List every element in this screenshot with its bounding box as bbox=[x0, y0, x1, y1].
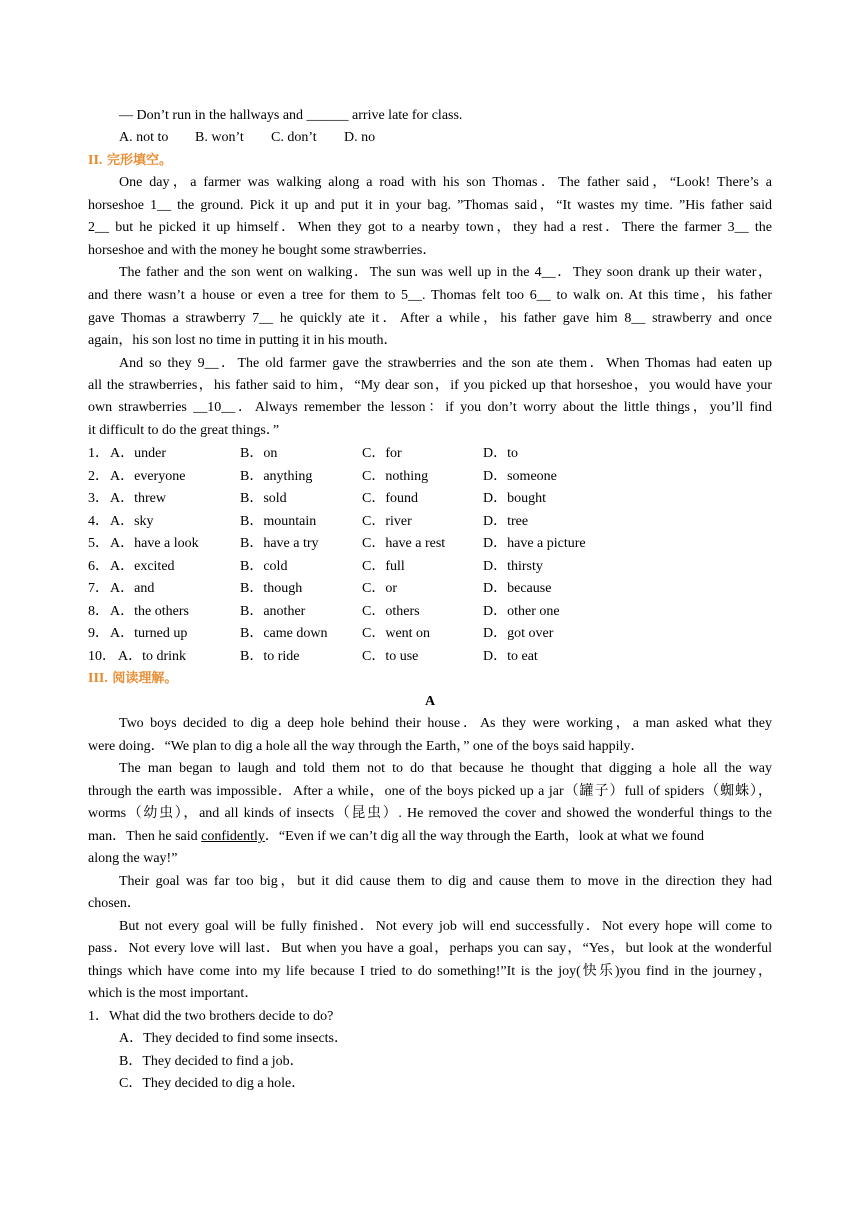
choice-option-a: A．sky bbox=[110, 513, 154, 529]
choice-option-d: D．because bbox=[483, 581, 552, 596]
choice-option-d: D．to bbox=[483, 446, 518, 461]
choice-option-a: A．everyone bbox=[110, 468, 186, 484]
reading-para3-line2: chosen． bbox=[88, 896, 141, 911]
choice-option-b: B．sold bbox=[240, 491, 287, 506]
option-d: D. no bbox=[344, 130, 376, 145]
choice-option-b: B．anything bbox=[240, 468, 313, 484]
reading-para4-line2: pass．Not every love will last．But when you have a goal，perhaps you can say，“Yes，but look at the wonderful bbox=[88, 941, 772, 956]
choice-number: 2． bbox=[88, 468, 109, 484]
choice-option-c: C．found bbox=[362, 491, 418, 506]
reading-para4-line1: But not every goal will be fully finished．Not every job will end successfully．Not every hope will come to bbox=[119, 919, 772, 934]
choice-option-a: A．threw bbox=[110, 491, 166, 506]
choice-option-b: B．have a try bbox=[240, 536, 319, 551]
reading-para2-line4: man．Then he said confidently．“Even if we can’t dig all the way through the Earth，look at what we found bbox=[88, 829, 704, 844]
option-a: A. not to bbox=[119, 130, 169, 145]
choice-number: 9． bbox=[88, 626, 109, 641]
choice-option-d: D．someone bbox=[483, 468, 557, 484]
choice-option-c: C．river bbox=[362, 513, 412, 529]
choice-number: 10． bbox=[88, 648, 116, 664]
cloze-para2-line1: The father and the son went on walking．The sun was well up in the 4__．They soon drank up their water， bbox=[119, 265, 772, 280]
choice-option-b: B．mountain bbox=[240, 513, 317, 529]
choice-number: 1． bbox=[88, 446, 109, 461]
choice-option-c: C．to use bbox=[362, 648, 419, 664]
reading-para2-line2: through the earth was impossible．After a while，one of the boys picked up a jar（罐子）full of spiders（蜘蛛）， bbox=[88, 784, 772, 799]
reading-para2-line5: along the way!” bbox=[88, 851, 178, 866]
choice-option-d: D．thirsty bbox=[483, 558, 543, 574]
cloze-para1-line3: 2__ but he picked it up himself．When they got to a nearby town，they had a rest．There the farmer 3__ the bbox=[88, 220, 772, 235]
section-heading-cloze: II. 完形填空。 bbox=[88, 153, 172, 168]
choice-option-c: C．have a rest bbox=[362, 536, 446, 551]
underlined-word: confidently bbox=[201, 829, 265, 844]
choice-option-a: A．have a look bbox=[110, 536, 199, 551]
choice-option-b: B．on bbox=[240, 446, 278, 461]
cloze-para2-line4: again，his son lost no time in putting it in his mouth． bbox=[88, 333, 398, 348]
choice-option-c: C．went on bbox=[362, 626, 431, 641]
choice-option-d: D．to eat bbox=[483, 648, 538, 664]
choice-number: 5． bbox=[88, 536, 109, 551]
choice-option-d: D．other one bbox=[483, 603, 560, 619]
cloze-para1-line2: horseshoe 1__ the ground. Pick it up and put it in your bag. ”Thomas said，“It wastes my time. ”His father said bbox=[88, 198, 772, 213]
choice-number: 8． bbox=[88, 603, 109, 619]
reading-question-1: 1．What did the two brothers decide to do? bbox=[88, 1009, 334, 1024]
choice-number: 4． bbox=[88, 513, 109, 529]
choice-option-a: A．under bbox=[110, 446, 166, 461]
choice-number: 3． bbox=[88, 491, 109, 506]
choice-number: 6． bbox=[88, 558, 109, 574]
question-stem: — Don’t run in the hallways and ______ arrive late for class. bbox=[119, 108, 463, 123]
choice-option-c: C．others bbox=[362, 603, 420, 619]
choice-number: 7． bbox=[88, 581, 109, 596]
cloze-para1-line1: One day，a farmer was walking along a road with his son Thomas．The father said，“Look! There’s a bbox=[119, 175, 772, 190]
reading-q1-option-a: A．They decided to find some insects． bbox=[119, 1031, 349, 1046]
choice-option-d: D．tree bbox=[483, 513, 529, 529]
reading-q1-option-b: B．They decided to find a job． bbox=[119, 1054, 304, 1069]
reading-para1-line2: were doing．“We plan to dig a hole all the way through the Earth，” one of the boys said happily． bbox=[88, 739, 645, 754]
choice-option-b: B．cold bbox=[240, 558, 288, 574]
choice-option-b: B．though bbox=[240, 581, 303, 596]
cloze-para3-line2: all the strawberries，his father said to him，“My dear son，if you picked up that horseshoe，you would have your bbox=[88, 378, 772, 393]
reading-para2-line3: worms（幼虫），and all kinds of insects（昆虫）. He removed the cover and showed the wonderful things to the bbox=[88, 806, 772, 821]
reading-para1-line1: Two boys decided to dig a deep hole behind their house．As they were working，a man asked what they bbox=[119, 716, 772, 731]
choice-option-d: D．have a picture bbox=[483, 536, 586, 551]
choice-option-c: C．nothing bbox=[362, 468, 429, 484]
option-b: B. won’t bbox=[195, 130, 244, 145]
cloze-para3-line1: And so they 9__．The old farmer gave the strawberries and the son ate them．When Thomas had eaten up bbox=[119, 356, 772, 371]
choice-option-a: A．to drink bbox=[118, 648, 187, 664]
choice-option-a: A．excited bbox=[110, 558, 175, 574]
reading-para2-line1: The man began to laugh and told them not to do that because he thought that digging a hole all the way bbox=[119, 761, 772, 776]
cloze-para3-line3: own strawberries __10__．Always remember the lesson：if you don’t worry about the little things，you’ll find bbox=[88, 400, 772, 415]
choice-option-b: B．came down bbox=[240, 626, 328, 641]
cloze-para2-line2: and there wasn’t a house or even a tree for them to 5__. Thomas felt too 6__ to walk on. At this time，his father bbox=[88, 288, 772, 303]
choice-option-b: B．another bbox=[240, 603, 306, 619]
option-c: C. don’t bbox=[271, 130, 317, 145]
choice-option-b: B．to ride bbox=[240, 648, 300, 664]
choice-option-a: A．the others bbox=[110, 603, 189, 619]
reading-para4-line3: things which have come into my life because I tried to do something!”It is the joy(快乐)you find in the journey， bbox=[88, 964, 772, 979]
choice-option-a: A．turned up bbox=[110, 626, 188, 641]
choice-option-c: C．full bbox=[362, 558, 405, 574]
cloze-para3-line4: it difficult to do the great things．” bbox=[88, 423, 280, 438]
reading-para3-line1: Their goal was far too big，but it did cause them to dig and cause them to move in the direction they had bbox=[119, 874, 772, 889]
section-heading-reading: III. 阅读理解。 bbox=[88, 671, 178, 686]
reading-para4-line4: which is the most important． bbox=[88, 986, 259, 1001]
choice-option-c: C．or bbox=[362, 581, 397, 596]
reading-q1-option-c: C．They decided to dig a hole． bbox=[119, 1076, 306, 1091]
passage-label: A bbox=[424, 694, 436, 709]
choice-option-c: C．for bbox=[362, 446, 402, 461]
cloze-para1-line4: horseshoe and with the money he bought some strawberries． bbox=[88, 243, 437, 258]
choice-option-a: A．and bbox=[110, 581, 155, 596]
choice-option-d: D．bought bbox=[483, 491, 546, 506]
choice-option-d: D．got over bbox=[483, 626, 554, 641]
cloze-para2-line3: gave Thomas a strawberry 7__ he quickly ate it．After a while，his father gave him 8__ strawberry and once bbox=[88, 311, 772, 326]
